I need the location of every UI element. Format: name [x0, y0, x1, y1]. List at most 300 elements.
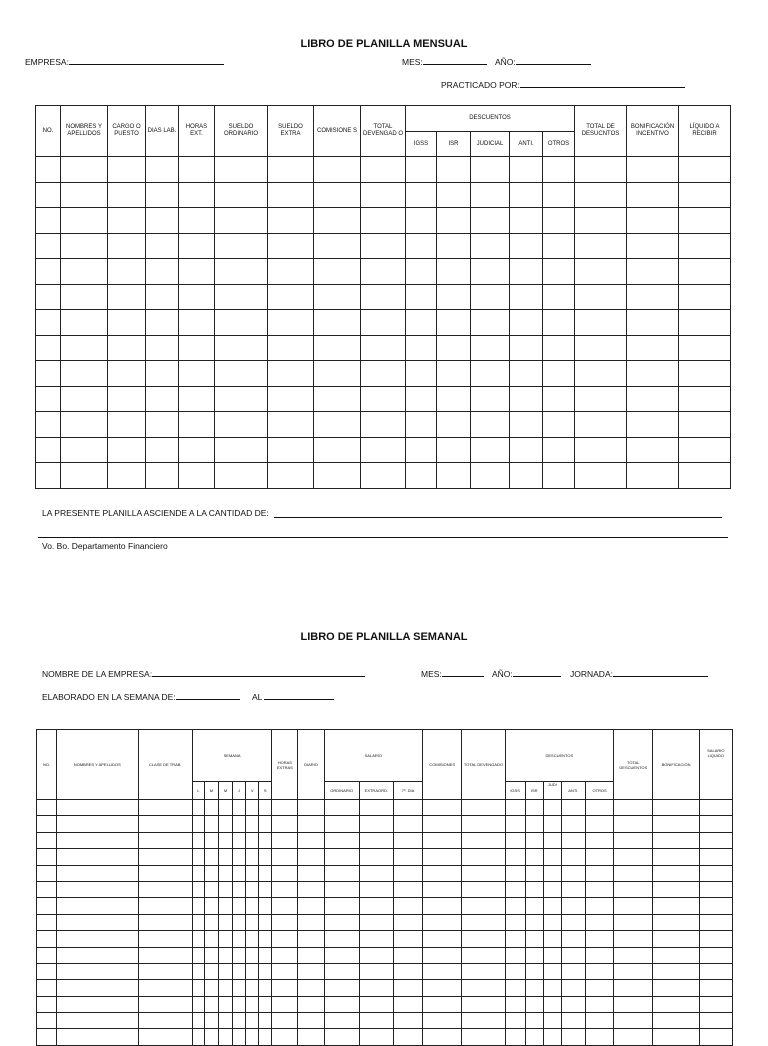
- table-cell[interactable]: [37, 996, 57, 1012]
- table-cell[interactable]: [543, 980, 561, 996]
- table-cell[interactable]: [298, 865, 324, 881]
- table-cell[interactable]: [272, 947, 298, 963]
- table-cell[interactable]: [57, 931, 138, 947]
- table-cell[interactable]: [324, 1013, 359, 1029]
- table-cell[interactable]: [204, 980, 218, 996]
- table-cell[interactable]: [699, 1013, 732, 1029]
- table-cell[interactable]: [298, 800, 324, 816]
- table-cell[interactable]: [505, 849, 525, 865]
- table-cell[interactable]: [406, 284, 437, 310]
- table-cell[interactable]: [179, 233, 215, 259]
- table-cell[interactable]: [246, 881, 259, 897]
- table-cell[interactable]: [393, 980, 422, 996]
- table-cell[interactable]: [146, 437, 179, 463]
- table-cell[interactable]: [219, 849, 233, 865]
- table-cell[interactable]: [423, 980, 462, 996]
- table-cell[interactable]: [108, 259, 146, 285]
- table-cell[interactable]: [138, 881, 192, 897]
- table-cell[interactable]: [679, 259, 731, 285]
- table-cell[interactable]: [505, 832, 525, 848]
- table-cell[interactable]: [361, 284, 406, 310]
- table-cell[interactable]: [462, 914, 505, 930]
- table-cell[interactable]: [324, 996, 359, 1012]
- table-cell[interactable]: [437, 335, 471, 361]
- table-cell[interactable]: [393, 947, 422, 963]
- table-cell[interactable]: [406, 208, 437, 234]
- table-cell[interactable]: [146, 412, 179, 438]
- table-cell[interactable]: [233, 1029, 246, 1045]
- table-cell[interactable]: [233, 963, 246, 979]
- table-cell[interactable]: [575, 157, 627, 183]
- table-cell[interactable]: [37, 816, 57, 832]
- table-cell[interactable]: [108, 310, 146, 336]
- table-cell[interactable]: [61, 284, 108, 310]
- table-cell[interactable]: [359, 980, 393, 996]
- semanal-anio-line[interactable]: [513, 668, 561, 677]
- table-cell[interactable]: [57, 832, 138, 848]
- table-cell[interactable]: [272, 980, 298, 996]
- table-cell[interactable]: [525, 849, 543, 865]
- table-cell[interactable]: [61, 412, 108, 438]
- table-cell[interactable]: [36, 361, 61, 387]
- table-cell[interactable]: [146, 157, 179, 183]
- table-cell[interactable]: [393, 1013, 422, 1029]
- table-cell[interactable]: [406, 233, 437, 259]
- table-cell[interactable]: [272, 914, 298, 930]
- table-cell[interactable]: [462, 931, 505, 947]
- table-cell[interactable]: [423, 816, 462, 832]
- table-cell[interactable]: [138, 980, 192, 996]
- table-cell[interactable]: [585, 865, 613, 881]
- table-cell[interactable]: [138, 849, 192, 865]
- table-cell[interactable]: [233, 832, 246, 848]
- table-cell[interactable]: [543, 865, 561, 881]
- table-cell[interactable]: [37, 963, 57, 979]
- table-cell[interactable]: [179, 284, 215, 310]
- table-cell[interactable]: [462, 832, 505, 848]
- table-cell[interactable]: [359, 816, 393, 832]
- table-cell[interactable]: [510, 412, 543, 438]
- table-cell[interactable]: [361, 208, 406, 234]
- table-cell[interactable]: [268, 157, 314, 183]
- table-cell[interactable]: [359, 947, 393, 963]
- mes-line[interactable]: [423, 56, 487, 65]
- table-cell[interactable]: [393, 931, 422, 947]
- table-cell[interactable]: [393, 881, 422, 897]
- table-cell[interactable]: [406, 182, 437, 208]
- table-cell[interactable]: [679, 335, 731, 361]
- table-cell[interactable]: [314, 463, 361, 489]
- table-cell[interactable]: [510, 310, 543, 336]
- table-cell[interactable]: [543, 1029, 561, 1045]
- table-cell[interactable]: [699, 865, 732, 881]
- table-cell[interactable]: [61, 437, 108, 463]
- table-cell[interactable]: [314, 233, 361, 259]
- table-cell[interactable]: [653, 832, 699, 848]
- table-cell[interactable]: [653, 947, 699, 963]
- table-cell[interactable]: [462, 800, 505, 816]
- table-cell[interactable]: [525, 980, 543, 996]
- table-cell[interactable]: [215, 182, 268, 208]
- table-cell[interactable]: [525, 816, 543, 832]
- table-cell[interactable]: [57, 865, 138, 881]
- table-cell[interactable]: [393, 996, 422, 1012]
- table-cell[interactable]: [679, 208, 731, 234]
- table-cell[interactable]: [268, 335, 314, 361]
- table-cell[interactable]: [505, 1029, 525, 1045]
- table-cell[interactable]: [575, 335, 627, 361]
- table-cell[interactable]: [146, 361, 179, 387]
- table-cell[interactable]: [268, 208, 314, 234]
- table-cell[interactable]: [37, 1029, 57, 1045]
- table-cell[interactable]: [204, 996, 218, 1012]
- table-cell[interactable]: [543, 182, 575, 208]
- table-cell[interactable]: [324, 800, 359, 816]
- table-cell[interactable]: [699, 832, 732, 848]
- table-cell[interactable]: [614, 996, 653, 1012]
- table-cell[interactable]: [268, 437, 314, 463]
- table-cell[interactable]: [679, 437, 731, 463]
- table-cell[interactable]: [505, 914, 525, 930]
- table-cell[interactable]: [505, 996, 525, 1012]
- table-cell[interactable]: [298, 1029, 324, 1045]
- table-cell[interactable]: [679, 412, 731, 438]
- table-cell[interactable]: [614, 1013, 653, 1029]
- table-cell[interactable]: [575, 208, 627, 234]
- table-cell[interactable]: [361, 463, 406, 489]
- table-cell[interactable]: [298, 849, 324, 865]
- table-cell[interactable]: [138, 963, 192, 979]
- mes-field[interactable]: [402, 56, 487, 67]
- table-cell[interactable]: [510, 259, 543, 285]
- table-cell[interactable]: [57, 963, 138, 979]
- table-cell[interactable]: [61, 361, 108, 387]
- table-cell[interactable]: [543, 963, 561, 979]
- table-cell[interactable]: [272, 816, 298, 832]
- table-cell[interactable]: [268, 412, 314, 438]
- table-cell[interactable]: [259, 947, 272, 963]
- table-cell[interactable]: [561, 947, 585, 963]
- table-cell[interactable]: [462, 947, 505, 963]
- nombre-empresa-field[interactable]: [42, 668, 365, 679]
- table-cell[interactable]: [36, 386, 61, 412]
- table-cell[interactable]: [585, 800, 613, 816]
- table-cell[interactable]: [192, 898, 204, 914]
- table-cell[interactable]: [36, 284, 61, 310]
- table-cell[interactable]: [359, 963, 393, 979]
- table-cell[interactable]: [699, 931, 732, 947]
- table-cell[interactable]: [204, 865, 218, 881]
- table-cell[interactable]: [627, 463, 679, 489]
- table-cell[interactable]: [259, 996, 272, 1012]
- table-cell[interactable]: [146, 182, 179, 208]
- table-cell[interactable]: [406, 412, 437, 438]
- table-cell[interactable]: [192, 996, 204, 1012]
- table-cell[interactable]: [215, 259, 268, 285]
- table-cell[interactable]: [324, 849, 359, 865]
- table-cell[interactable]: [543, 259, 575, 285]
- practicado-field[interactable]: [441, 79, 685, 90]
- table-cell[interactable]: [314, 284, 361, 310]
- table-cell[interactable]: [627, 182, 679, 208]
- table-cell[interactable]: [233, 898, 246, 914]
- table-cell[interactable]: [37, 931, 57, 947]
- table-cell[interactable]: [246, 947, 259, 963]
- table-cell[interactable]: [525, 963, 543, 979]
- table-cell[interactable]: [505, 865, 525, 881]
- table-cell[interactable]: [627, 259, 679, 285]
- table-cell[interactable]: [324, 865, 359, 881]
- table-cell[interactable]: [233, 947, 246, 963]
- table-cell[interactable]: [192, 832, 204, 848]
- table-cell[interactable]: [179, 335, 215, 361]
- table-cell[interactable]: [406, 335, 437, 361]
- table-cell[interactable]: [179, 208, 215, 234]
- table-cell[interactable]: [543, 412, 575, 438]
- table-cell[interactable]: [575, 386, 627, 412]
- table-cell[interactable]: [37, 980, 57, 996]
- table-cell[interactable]: [146, 208, 179, 234]
- table-cell[interactable]: [37, 849, 57, 865]
- table-cell[interactable]: [653, 1029, 699, 1045]
- table-cell[interactable]: [359, 881, 393, 897]
- table-cell[interactable]: [471, 463, 510, 489]
- table-cell[interactable]: [219, 1013, 233, 1029]
- table-cell[interactable]: [543, 463, 575, 489]
- table-cell[interactable]: [146, 335, 179, 361]
- table-cell[interactable]: [543, 310, 575, 336]
- table-cell[interactable]: [406, 310, 437, 336]
- table-cell[interactable]: [36, 463, 61, 489]
- table-cell[interactable]: [219, 1029, 233, 1045]
- table-cell[interactable]: [561, 800, 585, 816]
- table-cell[interactable]: [204, 1013, 218, 1029]
- table-cell[interactable]: [233, 849, 246, 865]
- table-cell[interactable]: [359, 996, 393, 1012]
- table-cell[interactable]: [393, 849, 422, 865]
- table-cell[interactable]: [361, 233, 406, 259]
- table-cell[interactable]: [57, 1029, 138, 1045]
- table-cell[interactable]: [314, 208, 361, 234]
- table-cell[interactable]: [653, 800, 699, 816]
- semanal-mes-line[interactable]: [442, 668, 484, 677]
- table-cell[interactable]: [36, 233, 61, 259]
- empresa-field[interactable]: [25, 56, 224, 67]
- table-cell[interactable]: [561, 1013, 585, 1029]
- table-cell[interactable]: [543, 816, 561, 832]
- table-cell[interactable]: [561, 881, 585, 897]
- table-cell[interactable]: [138, 865, 192, 881]
- table-cell[interactable]: [219, 980, 233, 996]
- table-cell[interactable]: [437, 284, 471, 310]
- table-cell[interactable]: [505, 1013, 525, 1029]
- table-cell[interactable]: [268, 386, 314, 412]
- table-cell[interactable]: [525, 832, 543, 848]
- table-cell[interactable]: [423, 963, 462, 979]
- table-cell[interactable]: [437, 386, 471, 412]
- table-cell[interactable]: [510, 386, 543, 412]
- table-cell[interactable]: [525, 800, 543, 816]
- table-cell[interactable]: [423, 881, 462, 897]
- table-cell[interactable]: [699, 996, 732, 1012]
- table-cell[interactable]: [219, 865, 233, 881]
- table-cell[interactable]: [192, 800, 204, 816]
- table-cell[interactable]: [36, 182, 61, 208]
- table-cell[interactable]: [471, 412, 510, 438]
- table-cell[interactable]: [423, 1029, 462, 1045]
- table-cell[interactable]: [37, 865, 57, 881]
- table-cell[interactable]: [179, 361, 215, 387]
- table-cell[interactable]: [272, 832, 298, 848]
- table-cell[interactable]: [614, 947, 653, 963]
- table-cell[interactable]: [298, 996, 324, 1012]
- table-cell[interactable]: [246, 996, 259, 1012]
- table-cell[interactable]: [259, 865, 272, 881]
- table-cell[interactable]: [272, 881, 298, 897]
- table-cell[interactable]: [259, 816, 272, 832]
- table-cell[interactable]: [108, 361, 146, 387]
- table-cell[interactable]: [423, 832, 462, 848]
- table-cell[interactable]: [699, 980, 732, 996]
- table-cell[interactable]: [653, 849, 699, 865]
- table-cell[interactable]: [268, 310, 314, 336]
- table-cell[interactable]: [192, 865, 204, 881]
- table-cell[interactable]: [192, 881, 204, 897]
- table-cell[interactable]: [653, 881, 699, 897]
- table-cell[interactable]: [471, 182, 510, 208]
- table-cell[interactable]: [699, 881, 732, 897]
- table-cell[interactable]: [505, 931, 525, 947]
- table-cell[interactable]: [359, 1013, 393, 1029]
- table-cell[interactable]: [215, 233, 268, 259]
- table-cell[interactable]: [204, 931, 218, 947]
- table-cell[interactable]: [423, 865, 462, 881]
- table-cell[interactable]: [138, 800, 192, 816]
- table-cell[interactable]: [219, 931, 233, 947]
- table-cell[interactable]: [272, 1029, 298, 1045]
- table-cell[interactable]: [653, 914, 699, 930]
- table-cell[interactable]: [314, 259, 361, 285]
- table-cell[interactable]: [324, 881, 359, 897]
- table-cell[interactable]: [61, 233, 108, 259]
- table-cell[interactable]: [61, 463, 108, 489]
- table-cell[interactable]: [57, 914, 138, 930]
- table-cell[interactable]: [505, 881, 525, 897]
- table-cell[interactable]: [108, 182, 146, 208]
- table-cell[interactable]: [585, 816, 613, 832]
- table-cell[interactable]: [525, 947, 543, 963]
- table-cell[interactable]: [561, 996, 585, 1012]
- table-cell[interactable]: [406, 386, 437, 412]
- table-cell[interactable]: [406, 361, 437, 387]
- table-cell[interactable]: [575, 259, 627, 285]
- table-cell[interactable]: [324, 947, 359, 963]
- table-cell[interactable]: [219, 914, 233, 930]
- table-cell[interactable]: [272, 931, 298, 947]
- table-cell[interactable]: [246, 914, 259, 930]
- table-cell[interactable]: [585, 849, 613, 865]
- table-cell[interactable]: [614, 849, 653, 865]
- table-cell[interactable]: [272, 963, 298, 979]
- table-cell[interactable]: [543, 284, 575, 310]
- table-cell[interactable]: [268, 284, 314, 310]
- table-cell[interactable]: [543, 898, 561, 914]
- table-cell[interactable]: [57, 947, 138, 963]
- table-cell[interactable]: [219, 898, 233, 914]
- table-cell[interactable]: [543, 881, 561, 897]
- table-cell[interactable]: [437, 463, 471, 489]
- table-cell[interactable]: [36, 208, 61, 234]
- table-cell[interactable]: [298, 898, 324, 914]
- table-cell[interactable]: [57, 898, 138, 914]
- table-cell[interactable]: [138, 832, 192, 848]
- table-cell[interactable]: [179, 386, 215, 412]
- table-cell[interactable]: [219, 996, 233, 1012]
- table-cell[interactable]: [259, 849, 272, 865]
- table-cell[interactable]: [627, 386, 679, 412]
- table-cell[interactable]: [138, 1029, 192, 1045]
- table-cell[interactable]: [108, 284, 146, 310]
- table-cell[interactable]: [510, 284, 543, 310]
- table-cell[interactable]: [585, 1013, 613, 1029]
- table-cell[interactable]: [324, 931, 359, 947]
- table-cell[interactable]: [614, 881, 653, 897]
- table-cell[interactable]: [510, 208, 543, 234]
- table-cell[interactable]: [627, 437, 679, 463]
- table-cell[interactable]: [215, 208, 268, 234]
- table-cell[interactable]: [437, 259, 471, 285]
- table-cell[interactable]: [614, 800, 653, 816]
- table-cell[interactable]: [525, 931, 543, 947]
- table-cell[interactable]: [627, 157, 679, 183]
- table-cell[interactable]: [505, 800, 525, 816]
- empresa-line[interactable]: [69, 56, 224, 65]
- table-cell[interactable]: [471, 437, 510, 463]
- table-cell[interactable]: [192, 980, 204, 996]
- table-cell[interactable]: [627, 310, 679, 336]
- table-cell[interactable]: [179, 412, 215, 438]
- table-cell[interactable]: [233, 816, 246, 832]
- table-cell[interactable]: [406, 157, 437, 183]
- table-cell[interactable]: [138, 914, 192, 930]
- table-cell[interactable]: [679, 233, 731, 259]
- table-cell[interactable]: [36, 157, 61, 183]
- table-cell[interactable]: [525, 996, 543, 1012]
- table-cell[interactable]: [699, 963, 732, 979]
- table-cell[interactable]: [361, 412, 406, 438]
- table-cell[interactable]: [561, 832, 585, 848]
- table-cell[interactable]: [192, 816, 204, 832]
- table-cell[interactable]: [215, 412, 268, 438]
- table-cell[interactable]: [57, 816, 138, 832]
- table-cell[interactable]: [679, 386, 731, 412]
- table-cell[interactable]: [423, 914, 462, 930]
- table-cell[interactable]: [575, 463, 627, 489]
- table-cell[interactable]: [627, 208, 679, 234]
- table-cell[interactable]: [215, 463, 268, 489]
- table-cell[interactable]: [233, 931, 246, 947]
- table-cell[interactable]: [259, 800, 272, 816]
- table-cell[interactable]: [298, 963, 324, 979]
- table-cell[interactable]: [61, 386, 108, 412]
- jornada-field[interactable]: [570, 668, 708, 679]
- table-cell[interactable]: [653, 963, 699, 979]
- table-cell[interactable]: [298, 816, 324, 832]
- table-cell[interactable]: [219, 800, 233, 816]
- table-cell[interactable]: [108, 208, 146, 234]
- table-cell[interactable]: [192, 1013, 204, 1029]
- table-cell[interactable]: [57, 881, 138, 897]
